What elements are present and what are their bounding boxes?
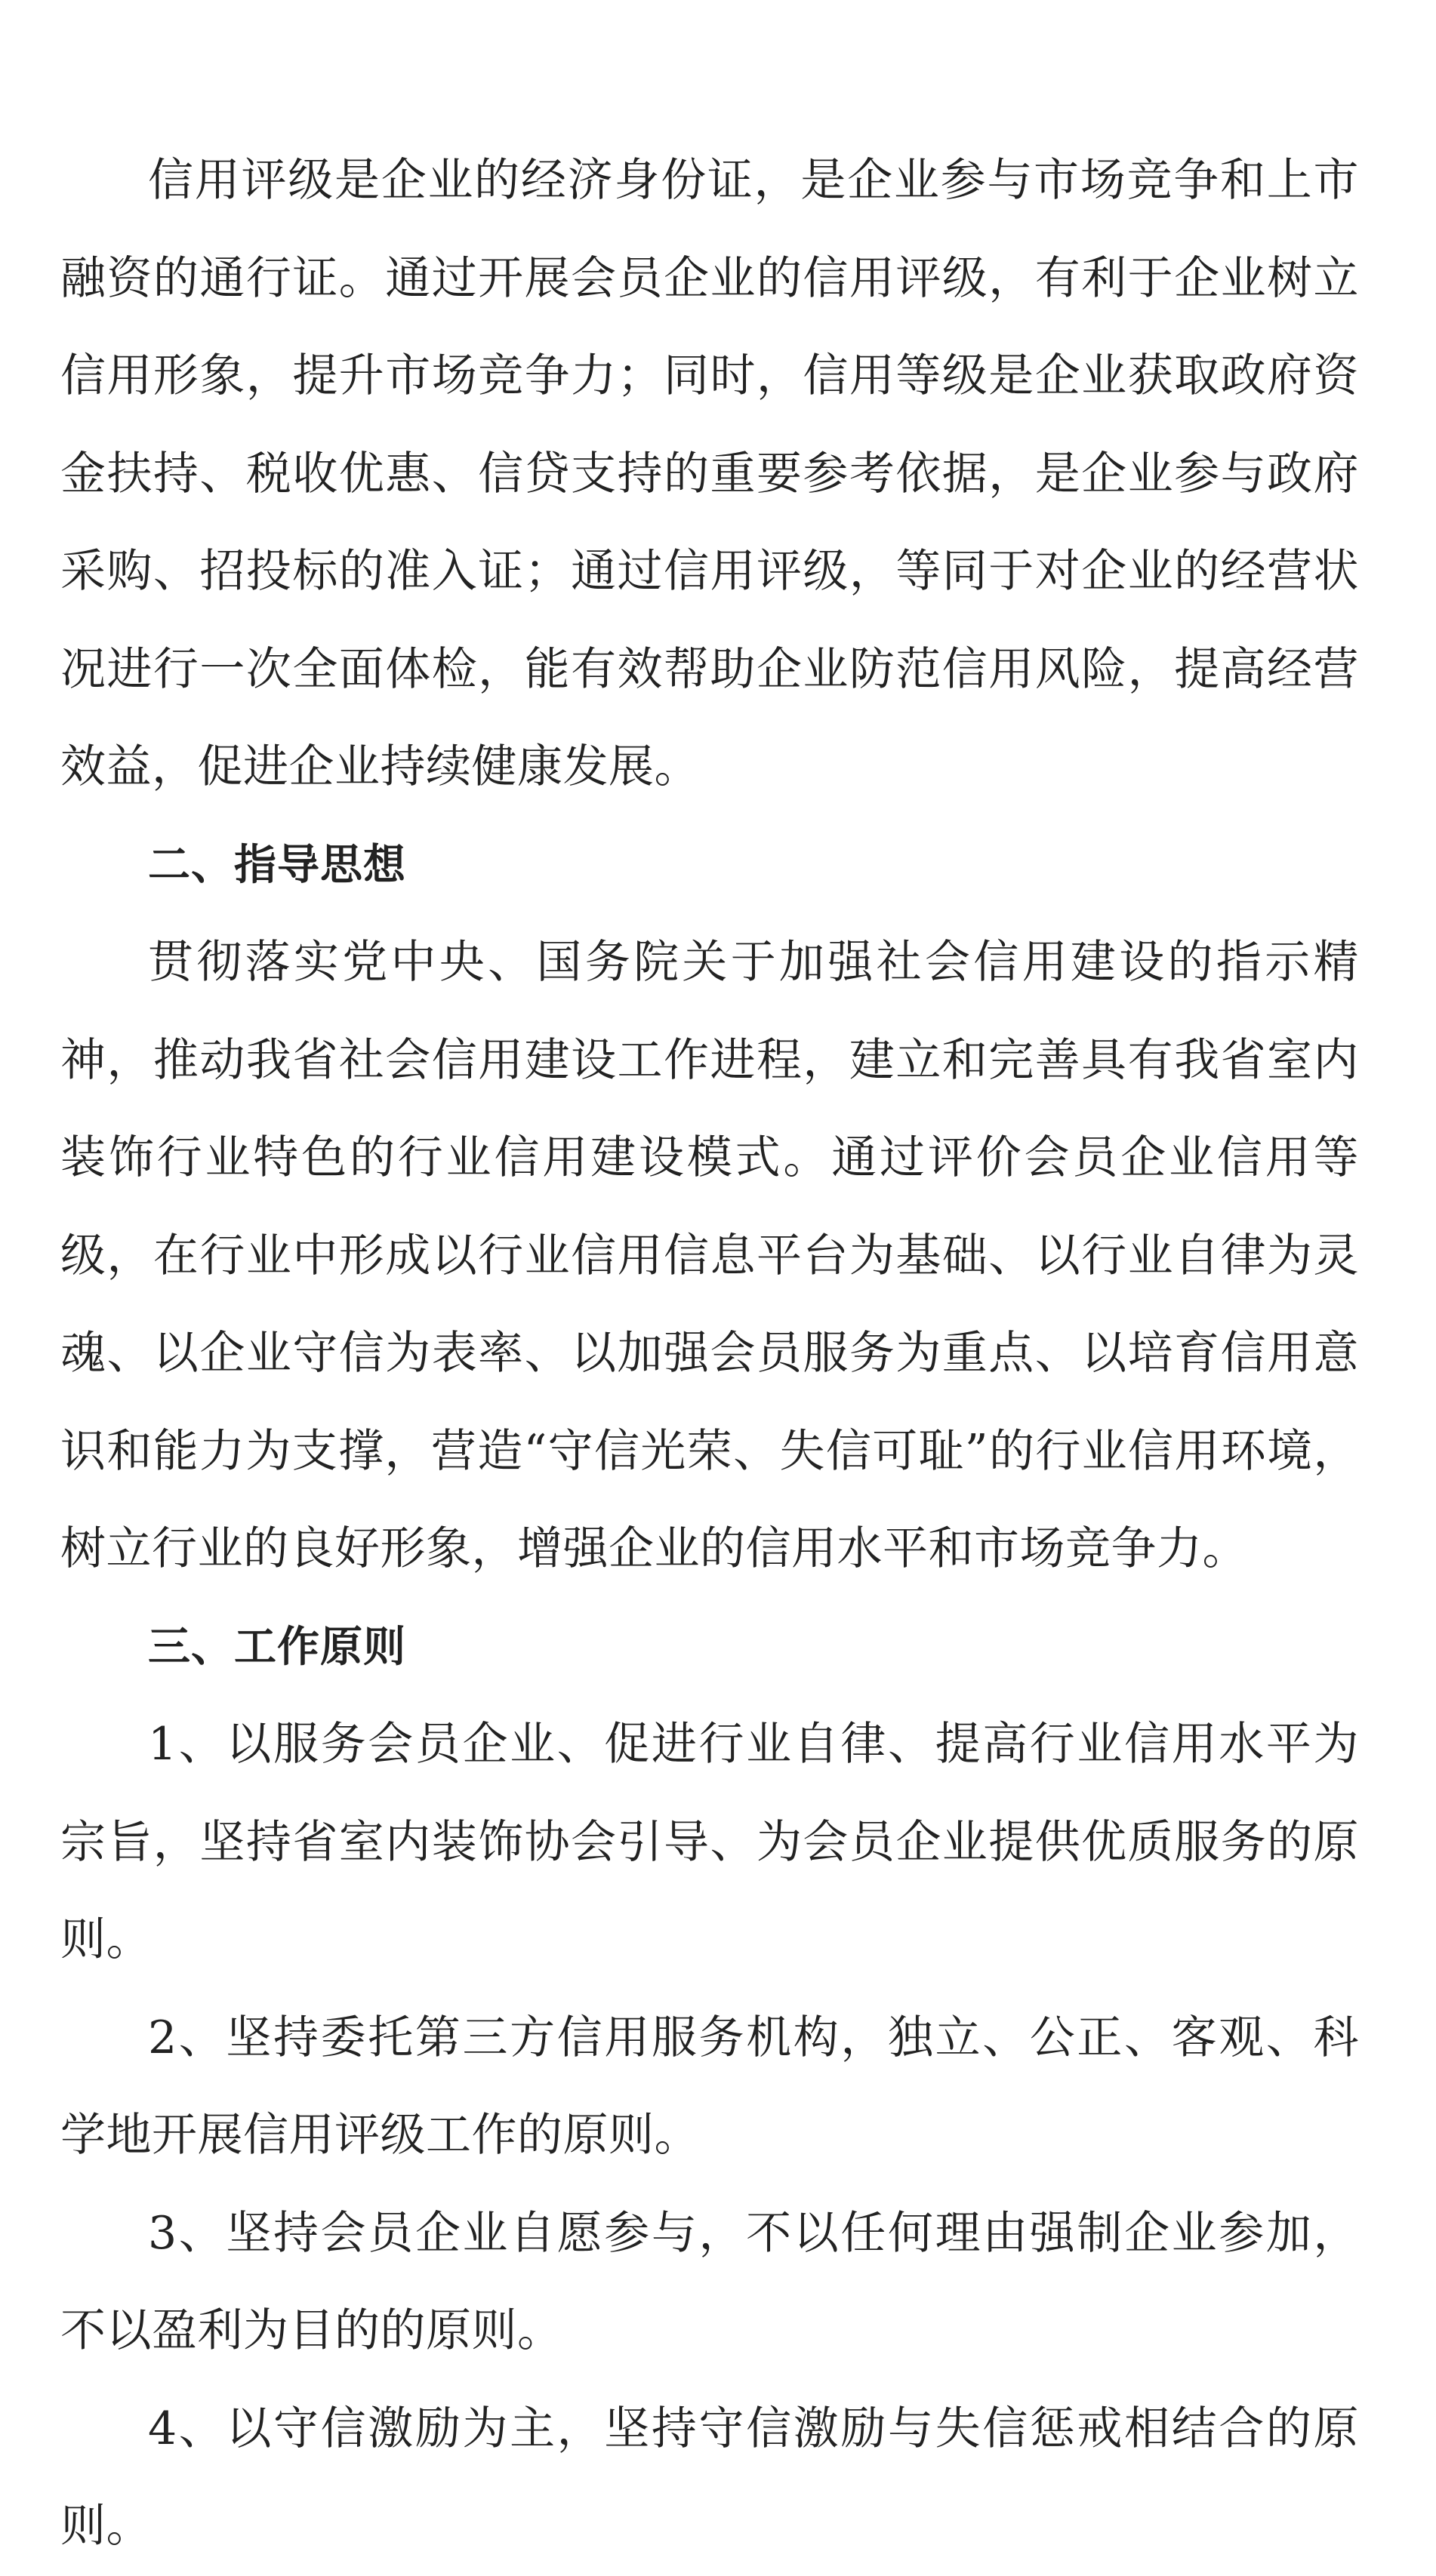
principle-item-3: 3、坚持会员企业自愿参与，不以任何理由强制企业参加，不以盈利为目的的原则。 [60,2206,1359,2357]
principle-item-2: 2、坚持委托第三方信用服务机构，独立、公正、客观、科学地开展信用评级工作的原则。 [60,2011,1359,2162]
document-page [60,132,1359,2576]
principle-item-4: 4、以守信激励为主，坚持守信激励与失信惩戒相结合的原则。 [60,2402,1359,2553]
heading-guiding-thought: 二、指导思想 [148,840,406,890]
heading-work-principles: 三、工作原则 [148,1622,406,1672]
paragraph-credit-rating: 信用评级是企业的经济身份证，是企业参与市场竞争和上市融资的通行证。通过开展会员企业的信用评级，有利于企业树立信用形象，提升市场竞争力；同时，信用等级是企业获取政府资金扶持、税收优惠、信贷支持的重要参考依据，是企业参与政府采购、招投标的准入证；通过信用评级，等同于对企业的经营状况进行一次全面体检，能有效帮助企业防范信用风险，提高经营效益，促进企业持续健康发展。 [60,154,1359,793]
paragraph-guiding-thought: 贯彻落实党中央、国务院关于加强社会信用建设的指示精神，推动我省社会信用建设工作进程，建立和完善具有我省室内装饰行业特色的行业信用建设模式。通过评价会员企业信用等级，在行业中形成以行业信用信息平台为基础、以行业自律为灵魂、以企业守信为表率、以加强会员服务为重点、以培育信用意识和能力为支撑，营造“守信光荣、失信可耻”的行业信用环境，树立行业的良好形象，增强企业的信用水平和市场竞争力。 [60,936,1359,1575]
principle-item-1: 1、以服务会员企业、促进行业自律、提高行业信用水平为宗旨，坚持省室内装饰协会引导、为会员企业提供优质服务的原则。 [60,1718,1359,1966]
